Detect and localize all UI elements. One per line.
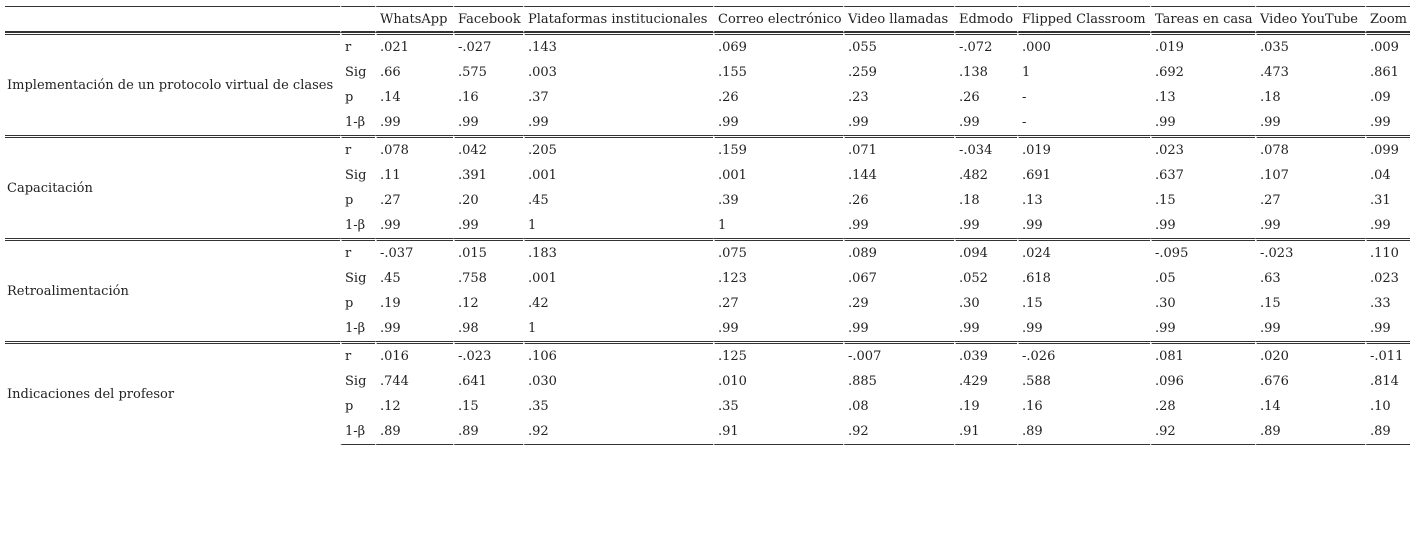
value-cell: .26 xyxy=(843,188,954,213)
stat-label: r xyxy=(340,341,375,369)
value-cell: .98 xyxy=(453,316,523,341)
value-cell: .29 xyxy=(843,291,954,316)
value-cell: -.095 xyxy=(1150,238,1255,266)
value-cell: .19 xyxy=(375,291,453,316)
value-cell: .588 xyxy=(1017,369,1150,394)
column-header: Tareas en casa xyxy=(1150,6,1255,32)
value-cell: .676 xyxy=(1255,369,1365,394)
value-cell: .89 xyxy=(1365,419,1410,445)
value-cell: .27 xyxy=(713,291,843,316)
factor-label: Retroalimentación xyxy=(5,238,340,341)
value-cell: .205 xyxy=(523,135,713,163)
value-cell: -.023 xyxy=(1255,238,1365,266)
table-row xyxy=(5,32,1410,60)
value-cell: .92 xyxy=(523,419,713,445)
value-cell: .26 xyxy=(954,85,1017,110)
value-cell: .744 xyxy=(375,369,453,394)
value-cell: .27 xyxy=(1255,188,1365,213)
value-cell: .758 xyxy=(453,266,523,291)
value-cell: .144 xyxy=(843,163,954,188)
value-cell: .110 xyxy=(1365,238,1410,266)
value-cell: .28 xyxy=(1150,394,1255,419)
value-cell: .99 xyxy=(375,316,453,341)
stat-label: Sig xyxy=(340,369,375,394)
value-cell: .99 xyxy=(375,110,453,135)
value-cell: .15 xyxy=(453,394,523,419)
value-cell: .99 xyxy=(713,316,843,341)
value-cell: .31 xyxy=(1365,188,1410,213)
value-cell: 1 xyxy=(713,213,843,238)
stat-label: 1-β xyxy=(340,110,375,135)
stat-label: 1-β xyxy=(340,419,375,445)
value-cell: .99 xyxy=(1255,213,1365,238)
value-cell: .30 xyxy=(1150,291,1255,316)
value-cell: .09 xyxy=(1365,85,1410,110)
value-cell: .99 xyxy=(1150,316,1255,341)
value-cell: .99 xyxy=(843,213,954,238)
value-cell: .99 xyxy=(523,110,713,135)
value-cell: .075 xyxy=(713,238,843,266)
value-cell: .183 xyxy=(523,238,713,266)
table-row xyxy=(5,238,1410,266)
value-cell: .618 xyxy=(1017,266,1150,291)
value-cell: .92 xyxy=(843,419,954,445)
value-cell: .04 xyxy=(1365,163,1410,188)
value-cell: .259 xyxy=(843,60,954,85)
value-cell: .123 xyxy=(713,266,843,291)
value-cell: .099 xyxy=(1365,135,1410,163)
stat-label: p xyxy=(340,291,375,316)
value-cell: .039 xyxy=(954,341,1017,369)
value-cell: .18 xyxy=(954,188,1017,213)
value-cell: .45 xyxy=(523,188,713,213)
value-cell: .91 xyxy=(713,419,843,445)
value-cell: .99 xyxy=(1365,213,1410,238)
table-row xyxy=(5,135,1410,163)
value-cell: .885 xyxy=(843,369,954,394)
value-cell: .99 xyxy=(1017,316,1150,341)
value-cell: -.026 xyxy=(1017,341,1150,369)
value-cell: .16 xyxy=(453,85,523,110)
value-cell: .15 xyxy=(1150,188,1255,213)
value-cell: .089 xyxy=(843,238,954,266)
value-cell: .99 xyxy=(453,213,523,238)
stat-label: r xyxy=(340,238,375,266)
value-cell: .078 xyxy=(1255,135,1365,163)
value-cell: .020 xyxy=(1255,341,1365,369)
column-header: Video YouTube xyxy=(1255,6,1365,32)
value-cell: .055 xyxy=(843,32,954,60)
value-cell: .052 xyxy=(954,266,1017,291)
value-cell: .482 xyxy=(954,163,1017,188)
factor-label: Capacitación xyxy=(5,135,340,238)
stat-label: p xyxy=(340,188,375,213)
value-cell: .030 xyxy=(523,369,713,394)
table-body xyxy=(5,32,1410,445)
value-cell: .019 xyxy=(1150,32,1255,60)
value-cell: .023 xyxy=(1150,135,1255,163)
value-cell: .99 xyxy=(1365,316,1410,341)
value-cell: .010 xyxy=(713,369,843,394)
stat-label: p xyxy=(340,394,375,419)
header-factor-cell xyxy=(5,6,340,32)
table-header xyxy=(5,6,1410,32)
value-cell: .99 xyxy=(1150,213,1255,238)
value-cell: .015 xyxy=(453,238,523,266)
value-cell: .39 xyxy=(713,188,843,213)
factor-label: Indicaciones del profesor xyxy=(5,341,340,445)
value-cell: -.023 xyxy=(453,341,523,369)
value-cell: .05 xyxy=(1150,266,1255,291)
column-header: Facebook xyxy=(453,6,523,32)
stat-label: 1-β xyxy=(340,213,375,238)
value-cell: .30 xyxy=(954,291,1017,316)
value-cell: .99 xyxy=(843,316,954,341)
value-cell: .89 xyxy=(1017,419,1150,445)
value-cell: .15 xyxy=(1255,291,1365,316)
value-cell: .20 xyxy=(453,188,523,213)
value-cell: .99 xyxy=(1150,110,1255,135)
stat-label: r xyxy=(340,135,375,163)
stat-label: Sig xyxy=(340,163,375,188)
stat-label: r xyxy=(340,32,375,60)
value-cell: .27 xyxy=(375,188,453,213)
value-cell: -.037 xyxy=(375,238,453,266)
value-cell: .99 xyxy=(954,213,1017,238)
value-cell: .15 xyxy=(1017,291,1150,316)
column-header: Zoom xyxy=(1365,6,1410,32)
value-cell: .106 xyxy=(523,341,713,369)
value-cell: .155 xyxy=(713,60,843,85)
stat-label: 1-β xyxy=(340,316,375,341)
value-cell: .13 xyxy=(1150,85,1255,110)
value-cell: .024 xyxy=(1017,238,1150,266)
value-cell: .016 xyxy=(375,341,453,369)
value-cell: .094 xyxy=(954,238,1017,266)
value-cell: .692 xyxy=(1150,60,1255,85)
value-cell: .99 xyxy=(375,213,453,238)
value-cell: .691 xyxy=(1017,163,1150,188)
value-cell: .13 xyxy=(1017,188,1150,213)
value-cell: .138 xyxy=(954,60,1017,85)
value-cell: .081 xyxy=(1150,341,1255,369)
value-cell: .23 xyxy=(843,85,954,110)
value-cell: .99 xyxy=(954,316,1017,341)
value-cell: .89 xyxy=(453,419,523,445)
value-cell: .107 xyxy=(1255,163,1365,188)
header-stat-cell xyxy=(340,6,375,32)
stat-label: Sig xyxy=(340,60,375,85)
value-cell: .12 xyxy=(375,394,453,419)
value-cell: .99 xyxy=(843,110,954,135)
value-cell: .99 xyxy=(713,110,843,135)
correlation-table xyxy=(5,6,1410,445)
value-cell: .45 xyxy=(375,266,453,291)
value-cell: .429 xyxy=(954,369,1017,394)
value-cell: 1 xyxy=(523,213,713,238)
value-cell: .575 xyxy=(453,60,523,85)
value-cell: .99 xyxy=(1365,110,1410,135)
value-cell: .391 xyxy=(453,163,523,188)
value-cell: .99 xyxy=(1255,110,1365,135)
header-row xyxy=(5,6,1410,32)
value-cell: .473 xyxy=(1255,60,1365,85)
value-cell: .067 xyxy=(843,266,954,291)
value-cell: .021 xyxy=(375,32,453,60)
value-cell: .14 xyxy=(1255,394,1365,419)
value-cell: .35 xyxy=(713,394,843,419)
column-header: Correo electrónico xyxy=(713,6,843,32)
value-cell: .19 xyxy=(954,394,1017,419)
value-cell: .91 xyxy=(954,419,1017,445)
value-cell: .009 xyxy=(1365,32,1410,60)
value-cell: .125 xyxy=(713,341,843,369)
value-cell: -.011 xyxy=(1365,341,1410,369)
value-cell: -.027 xyxy=(453,32,523,60)
value-cell: .10 xyxy=(1365,394,1410,419)
value-cell: .001 xyxy=(523,163,713,188)
value-cell: .001 xyxy=(523,266,713,291)
value-cell: .001 xyxy=(713,163,843,188)
value-cell: .069 xyxy=(713,32,843,60)
value-cell: .14 xyxy=(375,85,453,110)
value-cell: .89 xyxy=(1255,419,1365,445)
value-cell: - xyxy=(1017,110,1150,135)
table-row xyxy=(5,341,1410,369)
column-header: WhatsApp xyxy=(375,6,453,32)
value-cell: .078 xyxy=(375,135,453,163)
factor-label: Implementación de un protocolo virtual de clases xyxy=(5,32,340,135)
value-cell: .89 xyxy=(375,419,453,445)
value-cell: -.072 xyxy=(954,32,1017,60)
value-cell: .159 xyxy=(713,135,843,163)
value-cell: .26 xyxy=(713,85,843,110)
value-cell: .42 xyxy=(523,291,713,316)
column-header: Edmodo xyxy=(954,6,1017,32)
value-cell: .11 xyxy=(375,163,453,188)
column-header: Plataformas institucionales xyxy=(523,6,713,32)
value-cell: .003 xyxy=(523,60,713,85)
value-cell: .08 xyxy=(843,394,954,419)
value-cell: .071 xyxy=(843,135,954,163)
value-cell: .35 xyxy=(523,394,713,419)
value-cell: .096 xyxy=(1150,369,1255,394)
value-cell: .63 xyxy=(1255,266,1365,291)
value-cell: .000 xyxy=(1017,32,1150,60)
value-cell: .92 xyxy=(1150,419,1255,445)
value-cell: .641 xyxy=(453,369,523,394)
stat-label: p xyxy=(340,85,375,110)
value-cell: .99 xyxy=(453,110,523,135)
stat-label: Sig xyxy=(340,266,375,291)
column-header: Flipped Classroom xyxy=(1017,6,1150,32)
value-cell: .99 xyxy=(1255,316,1365,341)
value-cell: .035 xyxy=(1255,32,1365,60)
column-header: Video llamadas xyxy=(843,6,954,32)
value-cell: .33 xyxy=(1365,291,1410,316)
value-cell: .019 xyxy=(1017,135,1150,163)
value-cell: .861 xyxy=(1365,60,1410,85)
value-cell: .143 xyxy=(523,32,713,60)
value-cell: 1 xyxy=(523,316,713,341)
value-cell: .042 xyxy=(453,135,523,163)
value-cell: .16 xyxy=(1017,394,1150,419)
value-cell: - xyxy=(1017,85,1150,110)
value-cell: .023 xyxy=(1365,266,1410,291)
value-cell: -.007 xyxy=(843,341,954,369)
value-cell: .99 xyxy=(1017,213,1150,238)
value-cell: .37 xyxy=(523,85,713,110)
value-cell: .637 xyxy=(1150,163,1255,188)
value-cell: .18 xyxy=(1255,85,1365,110)
value-cell: -.034 xyxy=(954,135,1017,163)
value-cell: .12 xyxy=(453,291,523,316)
value-cell: .99 xyxy=(954,110,1017,135)
value-cell: 1 xyxy=(1017,60,1150,85)
value-cell: .66 xyxy=(375,60,453,85)
value-cell: .814 xyxy=(1365,369,1410,394)
